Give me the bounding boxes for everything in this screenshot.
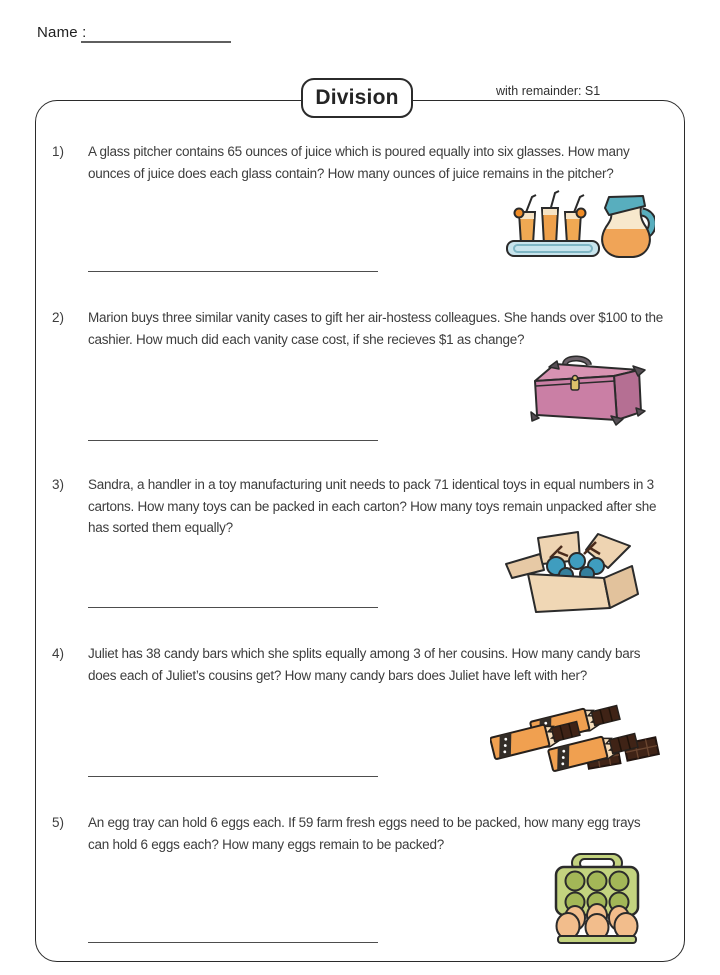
answer-line-4[interactable] <box>88 776 378 777</box>
worksheet-subtitle: with remainder: S1 <box>496 84 601 98</box>
worksheet-title-box <box>301 78 413 118</box>
problem-number: 3) <box>52 477 65 492</box>
problem-text: A glass pitcher contains 65 ounces of juice which is poured equally into six glasses. How many ounces of juice does each glass contain? How many ounces of juice remains in the pitcher? <box>88 144 630 181</box>
candy-bars-illustration <box>490 696 668 772</box>
problem-2 <box>52 307 664 350</box>
name-label: Name : <box>37 24 87 41</box>
problem-number: 2) <box>52 310 65 325</box>
problem-text: Juliet has 38 candy bars which she splits equally among 3 of her cousins. How many candy bars does each of Juliet’s cousins get? How many candy bars does Juliet have left with her? <box>88 646 641 683</box>
problem-1 <box>52 141 664 184</box>
answer-line-1[interactable] <box>88 271 378 272</box>
name-input-line[interactable] <box>81 41 231 43</box>
problem-number: 5) <box>52 815 65 830</box>
problem-number: 1) <box>52 144 65 159</box>
toy-carton-illustration <box>498 528 666 614</box>
worksheet-title: Division <box>315 86 399 109</box>
juice-tray-and-pitcher-illustration <box>505 182 655 260</box>
answer-line-2[interactable] <box>88 440 378 441</box>
problem-text: Sandra, a handler in a toy manufacturing unit needs to pack 71 identical toys in equal numbers in 3 cartons. How many toys can be packed in each carton? How many toys remain unpacked after she has sorted them equally? <box>88 477 657 535</box>
vanity-case-illustration <box>505 355 650 433</box>
problem-5 <box>52 812 664 855</box>
problem-text: An egg tray can hold 6 eggs each. If 59 farm fresh eggs need to be packed, how many egg trays can hold 6 eggs each? How many eggs remain to be packed? <box>88 815 641 852</box>
problem-number: 4) <box>52 646 65 661</box>
egg-tray-illustration <box>544 852 650 945</box>
answer-line-5[interactable] <box>88 942 378 943</box>
answer-line-3[interactable] <box>88 607 378 608</box>
problem-text: Marion buys three similar vanity cases to gift her air-hostess colleagues. She hands over $100 to the cashier. How much did each vanity case cost, if she recieves $1 as change? <box>88 310 664 347</box>
problem-4 <box>52 643 664 686</box>
